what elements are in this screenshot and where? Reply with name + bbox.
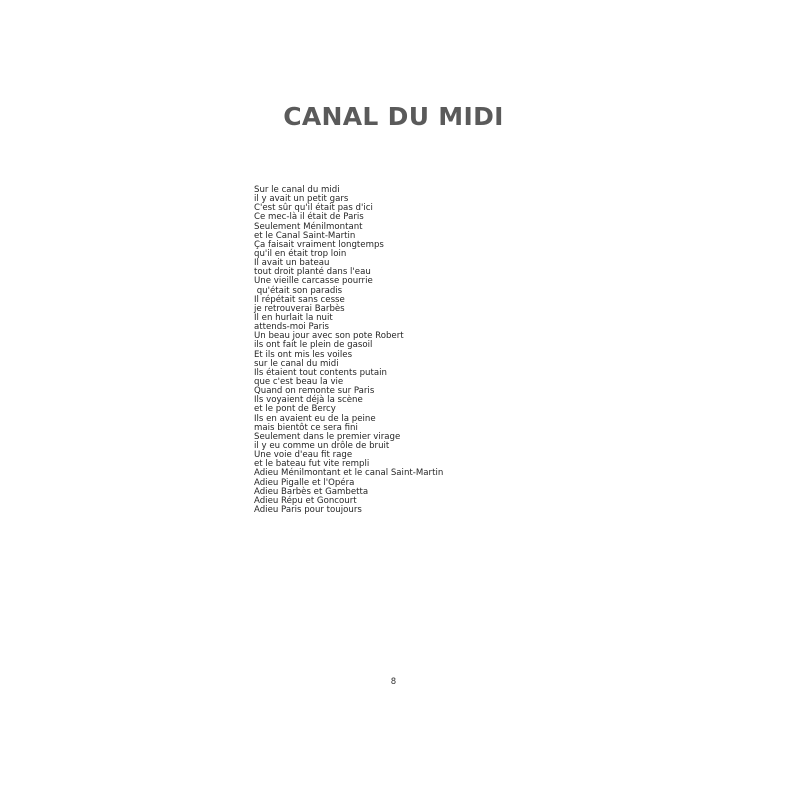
poem-line: Sur le canal du midi (254, 185, 340, 195)
poem-line: mais bientôt ce sera fini (254, 422, 358, 433)
page-number: 8 (390, 677, 397, 687)
poem-line: Adieu Pigalle et l'Opéra (254, 477, 355, 488)
poem-line: Ils en avaient eu de la peine (254, 413, 376, 424)
poem-line: Seulement dans le premier virage (254, 431, 401, 442)
poem-line: ils ont fait le plein de gasoil (254, 340, 373, 351)
poem-line: sur le canal du midi (254, 358, 339, 369)
poem-line: Et ils ont mis les voiles (254, 349, 353, 360)
poem-line: Ça faisait vraiment longtemps (254, 239, 384, 250)
poem-line: tout droit planté dans l'eau (254, 267, 371, 278)
poem-line: Un beau jour avec son pote Robert (254, 331, 404, 342)
poem-line: Quand on remonte sur Paris (254, 386, 375, 397)
poem-line: Adieu Ménilmontant et le canal Saint-Martin (254, 468, 444, 479)
poem-line: il y eu comme un drôle de bruit (254, 440, 390, 451)
page-title: CANAL DU MIDI (283, 102, 504, 131)
poem-line: Ce mec-là il était de Paris (254, 212, 364, 223)
poem-line: attends-moi Paris (254, 322, 329, 333)
poem-line: Ils étaient tout contents putain (254, 367, 387, 378)
poem-line: Il répétait sans cesse (254, 294, 345, 305)
poem-line: Adieu Répu et Goncourt (254, 495, 357, 506)
poem-line: Adieu Barbès et Gambetta (254, 486, 369, 497)
poem-line: Seulement Ménilmontant (254, 221, 363, 232)
poem-line: qu'il en était trop loin (254, 248, 347, 259)
poem-line: et le Canal Saint-Martin (254, 230, 356, 241)
poem-line: il y avait un petit gars (254, 194, 349, 205)
poem-line: et le bateau fut vite rempli (254, 459, 370, 470)
poem-line: que c'est beau la vie (254, 376, 344, 387)
poem-line: C'est sûr qu'il était pas d'ici (254, 203, 373, 214)
poem-line: Une vieille carcasse pourrie (254, 276, 373, 287)
poem-line: et le pont de Bercy (254, 404, 336, 415)
poem-text (254, 186, 443, 515)
poem-line: Ils voyaient déjà la scène (254, 395, 363, 406)
poem-line: Une voie d'eau fit rage (254, 450, 353, 461)
poem-line: Il en hurlait la nuit (254, 312, 333, 323)
poem-line: Il avait un bateau (254, 258, 330, 269)
poem-line: Adieu Paris pour toujours (254, 504, 362, 515)
poem-line: qu'était son paradis (254, 285, 343, 296)
poem-line: je retrouverai Barbès (254, 303, 345, 314)
